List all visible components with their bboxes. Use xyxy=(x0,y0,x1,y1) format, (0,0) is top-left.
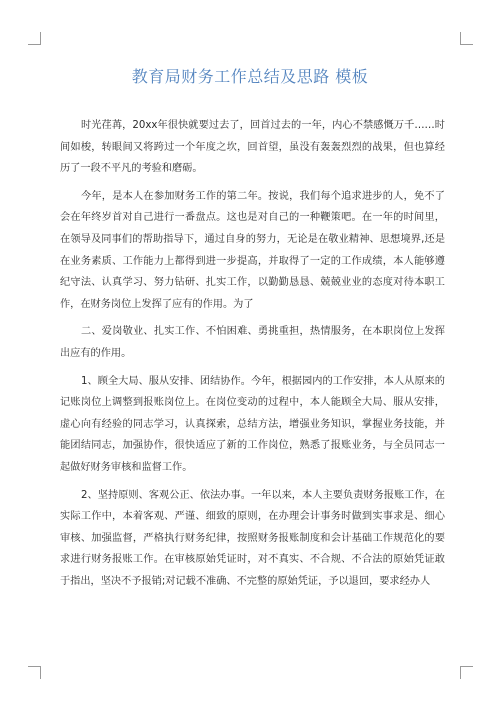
document-title: 教育局财务工作总结及思路 模板 xyxy=(131,67,369,86)
paragraph-second-year: 今年，是本人在参加财务工作的第二年。按说，我们每个追求进步的人，免不了会在年终岁首对自己进行一番盘点。这也是对自己的一种鞭策吧。在一年的时间里，在领导及同事们的帮助指导下，通过自身的努力，无论是在敬业精神、思想境界,还是在业务素质、工作能力上都得到进一步提高，并取得了一定的工作成绩，本人能够遵纪守法、认真学习、努力钻研、扎实工作，以勤勤恳恳、兢兢业业的态度对待本职工作，在财务岗位上发挥了应有的作用。为了 xyxy=(60,190,445,310)
crop-mark-top-left xyxy=(28,32,41,45)
crop-mark-bottom-left xyxy=(28,666,41,679)
paragraph-point-one: 1、顾全大局、服从安排、团结协作。今年，根据园内的工作安排，本人从原来的记账岗位上调整到报账岗位上。在岗位变动的过程中，本人能顾全大局、服从安排，虚心向有经验的同志学习，认真探索，总结方法，增强业务知识，掌握业务技能，并能团结同志，加强协作，很快适应了新的工作岗位，熟悉了报账业务，与全员同志一起做好财务审核和监督工作。 xyxy=(60,375,445,473)
paragraph-point-two: 2、坚持原则、客观公正、依法办事。一年以来，本人主要负责财务报账工作，在实际工作中，本着客观、严谨、细致的原则，在办理会计事务时做到实事求是、细心审核、加强监督，严格执行财务纪律，按照财务报账制度和会计基础工作规范化的要求进行财务报账工作。在审核原始凭证时，对不真实、不合规、不合法的原始凭证敢于指出，坚决不予报销;对记载不准确、不完整的原始凭证，予以退回，要求经办人 xyxy=(60,489,445,587)
paragraph-intro: 时光荏苒，20xx年很快就要过去了，回首过去的一年，内心不禁感慨万千……时间如梭，转眼间又将跨过一个年度之坎，回首望，虽没有轰轰烈烈的战果，但也算经历了一段不平凡的考验和磨砺。 xyxy=(60,120,445,175)
document-body xyxy=(60,115,445,598)
paragraph-section-two: 二、爱岗敬业、扎实工作、不怕困难、勇挑重担，热情服务，在本职岗位上发挥出应有的作用。 xyxy=(60,326,445,359)
crop-mark-top-right xyxy=(460,32,473,45)
crop-mark-bottom-right xyxy=(460,666,473,679)
